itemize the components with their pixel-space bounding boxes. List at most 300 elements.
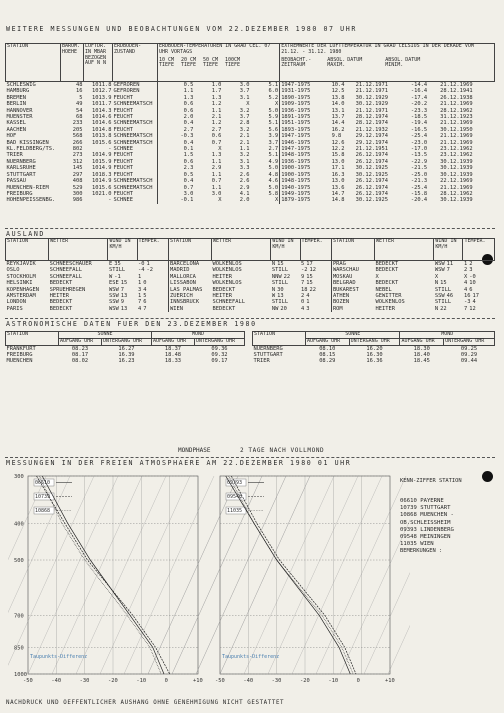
- wind-value: N: [434, 280, 439, 287]
- temp-tick-label: +10: [385, 678, 395, 684]
- cell-luftdruck: 1018.3: [92, 171, 112, 178]
- cell-t10: 0.4: [158, 140, 195, 146]
- cell-zeitraum: 1891-1975: [280, 114, 331, 120]
- cell-baro: 16: [76, 88, 83, 95]
- cell-zustand: FEUCHT: [113, 126, 133, 133]
- cell-zustand: SCHNEEMATSCH: [113, 184, 153, 191]
- table-row: [6, 197, 495, 203]
- station-list-item: 06610 PAYERNE: [400, 498, 444, 504]
- temp-value: 6: [143, 299, 147, 306]
- ext-col-min: ABSOL. MINIM.: [385, 56, 404, 69]
- temp-value: 4: [143, 286, 147, 293]
- cell-moon-rise: 18.33: [164, 358, 182, 365]
- cell-t10: -0.1: [158, 197, 195, 203]
- cell-t50: 3.2: [239, 152, 250, 159]
- cell-max: 15.8: [331, 152, 345, 159]
- ausland-col-wetter: WETTER: [49, 239, 108, 261]
- cell-min: -14.4: [410, 82, 428, 88]
- wind-value: X: [434, 273, 439, 280]
- ext-col-min-date: DATUM: [405, 56, 421, 63]
- cell-min: -23.3: [410, 107, 428, 114]
- cell-max-date: 30.12.1929: [355, 101, 389, 108]
- cell-min: -18.5: [410, 114, 428, 121]
- ausland-col-wind-2: WIND IN KM/H: [271, 239, 300, 261]
- legend-code: 10739: [35, 494, 51, 500]
- cell-zustand: FEUCHT: [113, 94, 133, 101]
- germany-stations-table: [5, 43, 495, 204]
- cell-min-date: 28.12.1941: [440, 88, 473, 95]
- cell-station: PARIS: [6, 305, 23, 312]
- cell-zeitraum: 1879-1975: [280, 197, 331, 203]
- cell-t10: 0.5: [158, 82, 195, 89]
- astro-title: ASTRONOMISCHE DATEN FUER DEN 23.DEZEMBER 1980: [6, 320, 257, 328]
- cell-moon-rise: 18.48: [164, 352, 182, 358]
- temp-value: 3: [138, 286, 142, 293]
- cell-wind: [434, 306, 463, 312]
- cell-station: SCHLESWIG: [6, 82, 36, 88]
- cell-min: -22.9: [410, 158, 428, 165]
- cell-t10: -0.3: [158, 133, 195, 139]
- cell-min-date: 21.12.1969: [440, 133, 473, 140]
- pressure-tick-label: 300: [14, 474, 24, 480]
- temp-value: 5: [301, 261, 305, 267]
- cell-max: 12.5: [331, 88, 345, 95]
- ausland-table: [5, 238, 495, 312]
- cell-min: -20.4: [410, 197, 428, 204]
- cell-t100: 5.9: [268, 114, 279, 121]
- astro-col-mond-r: MOND: [400, 332, 495, 339]
- cell-zeitraum: 1947-1975: [280, 133, 331, 139]
- temp-tick-label: -30: [79, 678, 90, 684]
- cell-luftdruck: 1014.6: [92, 120, 112, 127]
- aerological-diagrams: [8, 466, 410, 696]
- temp-value: 4: [301, 305, 305, 312]
- cell-t20: 1.3: [211, 152, 222, 159]
- station-list-item: 10868 MUENCHEN - OB.SCHLEISSHEIM: [400, 512, 454, 526]
- cell-t100: 5.6: [268, 126, 279, 133]
- cell-min-date: 21.12.1969: [440, 101, 473, 108]
- cell-max-date: 26.12.1974: [355, 184, 389, 191]
- cell-wetter: X: [375, 273, 379, 280]
- cell-station: STOCKHOLM: [6, 273, 36, 280]
- cell-t10: 0.6: [158, 101, 195, 107]
- cell-station: BREMEN: [6, 94, 26, 101]
- cell-station: BERLIN: [6, 101, 26, 108]
- cell-t20: 1.2: [211, 120, 222, 127]
- cell-baro: 802: [72, 146, 83, 153]
- wind-value: WSW: [434, 267, 445, 274]
- cell-sun-set: 16.23: [118, 358, 135, 365]
- cell-station: ATHEN: [331, 293, 374, 299]
- astro-col-station: STATION: [6, 332, 59, 346]
- cell-min: -25.0: [410, 171, 428, 178]
- cell-max: 16.2: [331, 126, 345, 133]
- table-row: [253, 345, 495, 352]
- isotherm-line: [244, 476, 334, 674]
- cell-station: AACHEN: [6, 126, 26, 133]
- cell-wetter: SCHNEESCHAUER: [49, 261, 92, 267]
- cell-luftdruck: -: [108, 146, 112, 153]
- cell-station: INNSBRUCK: [168, 299, 211, 305]
- temp-value: -2: [146, 267, 154, 274]
- cell-min-date: 22.12.1969: [440, 178, 473, 185]
- cell-t20: 1.1: [211, 171, 222, 178]
- cell-station: BUKAREST: [331, 287, 374, 293]
- ausland-col-wetter-2: WETTER: [212, 239, 271, 261]
- cell-station: HOHENPEISSENBG.: [6, 197, 56, 204]
- cell-moon-set: 09.17: [211, 358, 228, 365]
- cell-luftdruck: 1015.6: [92, 139, 112, 146]
- cell-wetter: WOLKENLOS: [212, 261, 242, 267]
- temp-value: 2: [463, 267, 468, 274]
- temp-value: 2: [469, 261, 473, 267]
- cell-t10: 1.3: [158, 95, 195, 101]
- cell-t20: 1.1: [211, 158, 222, 165]
- cell-max-date: 21.12.1971: [355, 82, 389, 88]
- cell-sun-set: 16.39: [118, 352, 135, 358]
- cell-t20: 1.1: [211, 107, 222, 114]
- cell-t100: 5.0: [268, 107, 279, 114]
- ausland-col-temper: TEMPER.: [137, 239, 168, 261]
- cell-zustand: FEUCHT: [113, 158, 133, 165]
- cell-zeitraum: 1890-1975: [280, 95, 331, 101]
- wind-value: 7: [446, 267, 450, 274]
- cell-t50: 3.2: [239, 107, 250, 114]
- cell-min: -21.3: [410, 178, 428, 185]
- cell-zustand: FEUCHT: [113, 152, 133, 159]
- cell-t50: 3.0: [239, 82, 250, 88]
- cell-min: -16.5: [410, 126, 428, 133]
- astro-col-sun-set-r: UNTERGANG UHR: [349, 338, 400, 345]
- cell-zeitraum: 1948-1975: [280, 152, 331, 158]
- ausland-col-wetter-3: WETTER: [375, 239, 434, 261]
- table-row: [6, 82, 495, 89]
- cell-zustand: SCHNEEMATSCH: [113, 139, 153, 146]
- wind-value: STILL: [271, 267, 289, 274]
- cell-station: WARSCHAU: [331, 267, 374, 273]
- cell-luftdruck: 1014.6: [92, 114, 112, 121]
- cell-moon-set: 09.29: [460, 352, 478, 358]
- isotherm-line: [172, 476, 262, 674]
- cell-baro: 145: [72, 165, 83, 172]
- cell-t20: 0.6: [211, 133, 222, 140]
- temp-value: 7: [301, 280, 305, 287]
- cell-min: -15.8: [410, 190, 428, 197]
- col-baro: BAROM. HOEHE: [61, 44, 84, 82]
- wind-value: W: [108, 273, 113, 280]
- cell-luftdruck: 1015.6: [92, 184, 112, 191]
- wind-value: WSW: [108, 286, 119, 293]
- temp-value: 3: [469, 267, 473, 274]
- cell-moon-rise: 18.45: [413, 358, 430, 365]
- cell-moon-set: 09.36: [211, 345, 228, 352]
- cell-max: 14.7: [331, 190, 345, 197]
- cell-wind: [271, 261, 300, 268]
- cell-luftdruck: 1013.8: [92, 133, 112, 140]
- temp-value: 1: [146, 261, 150, 267]
- isotherm-line: [124, 476, 214, 674]
- astro-col-sun-set: UNTERGANG UHR: [101, 338, 151, 345]
- aero-title: MESSUNGEN IN DER FREIEN ATMOSPHAERE AM 22.DEZEMBER 1980 01 UHR: [6, 459, 352, 467]
- col-station: STATION: [6, 44, 61, 82]
- cell-max-date: 30.12.1925: [355, 197, 389, 204]
- wind-value: N: [271, 286, 276, 293]
- cell-baro: 205: [72, 126, 83, 133]
- cell-baro: 233: [72, 120, 83, 127]
- cell-t100: X: [274, 197, 279, 204]
- cell-t100: 5.1: [268, 82, 279, 88]
- wind-value: ESE: [108, 280, 119, 287]
- cell-t20: 1.7: [211, 88, 222, 95]
- temp-value: -4: [138, 267, 145, 274]
- cell-zeitraum: 1947-1975: [280, 146, 331, 152]
- isotherm-line: [28, 476, 118, 674]
- legend-code: 09548: [227, 494, 243, 500]
- cell-wetter: BEDECKT: [375, 261, 399, 267]
- cell-min: -20.2: [410, 101, 428, 108]
- cell-zeitraum: 1948-1975: [280, 178, 331, 184]
- temp-value: -2: [301, 267, 308, 274]
- cell-station: BARCELONA: [168, 261, 211, 268]
- cell-zeitraum: 1936-1975: [280, 108, 331, 114]
- cell-t100: 5.0: [268, 165, 279, 172]
- cell-t50: 2.1: [239, 139, 250, 146]
- isotherm-line: [196, 476, 286, 674]
- cell-zeitraum: 1931-1975: [280, 88, 331, 94]
- cell-t20: 0.7: [211, 139, 222, 146]
- cell-wind: [108, 306, 137, 312]
- cell-station: AMSTERDAM: [6, 293, 36, 300]
- cell-zustand: SCHNEEMATSCH: [113, 120, 153, 127]
- temp-value: 1: [463, 261, 468, 267]
- cell-t10: 0.6: [158, 159, 195, 165]
- cell-wetter: BEDECKT: [375, 280, 399, 287]
- curve-label: Taupunkts-Differenz: [222, 654, 280, 660]
- cell-t100: 6.0: [268, 88, 279, 95]
- cell-max-date: 26.12.1974: [355, 190, 389, 197]
- cell-station: MUENCHEN: [6, 358, 33, 365]
- cell-wetter: BEDECKT: [49, 305, 73, 312]
- cell-min: -19.4: [410, 120, 428, 127]
- temp-value: 3: [306, 305, 310, 312]
- cell-temper: [463, 261, 495, 268]
- station-list-item: 09393 LINDENBERG: [400, 526, 454, 533]
- temp-value: 5: [143, 293, 147, 300]
- table-row: [253, 358, 495, 364]
- temp-value: 17: [306, 261, 313, 267]
- cell-luftdruck: 1011.8: [92, 82, 112, 88]
- wind-value: NNW: [271, 273, 282, 280]
- cell-min-date: 30.12.1939: [440, 197, 473, 204]
- temp-value: 7: [463, 305, 468, 312]
- wind-value: 22: [283, 273, 291, 280]
- cell-wetter: GEWITTER: [375, 293, 402, 300]
- cell-sun-rise: 08.17: [71, 352, 89, 358]
- cell-zustand: FEUCHT: [113, 114, 133, 121]
- cell-max-date: 21.12.1971: [355, 88, 389, 95]
- cell-baro: 300: [72, 190, 83, 197]
- cell-zeitraum: 1900-1975: [280, 165, 331, 171]
- cell-t50: 3.1: [239, 158, 250, 165]
- table-row: [6, 358, 245, 364]
- cell-station: KOPENHAGEN: [6, 286, 39, 293]
- astro-col-sun-rise-r: AUFGANG UHR: [306, 338, 350, 345]
- astro-col-moon-rise-r: AUFGANG UHR: [400, 338, 444, 345]
- cell-luftdruck: 1011.7: [92, 101, 112, 108]
- wind-value: NW: [271, 305, 279, 312]
- astro-col-mond: MOND: [151, 332, 244, 339]
- cell-t20: 1.2: [211, 101, 222, 108]
- soil-col-20: 20 CM TIEFE: [181, 56, 197, 69]
- cell-wetter: BEDECKT: [49, 280, 73, 287]
- col-zustand: ERDBODEN-ZUSTAND: [113, 44, 158, 82]
- cell-max-date: 29.12.1974: [355, 133, 389, 140]
- cell-station: FRANKFURT: [6, 345, 36, 352]
- cell-max: 9.8: [331, 133, 342, 140]
- cell-wetter: SCHNEEFALL: [49, 273, 83, 280]
- ext-group-label: EXTREMWERTE DER LUFTTEMPERATUR IN GRAD CELSIUS IN DER DEKADE VOM 21.12. - 31.12. 1980: [281, 43, 474, 55]
- pressure-tick-label: 1000: [14, 672, 27, 678]
- cell-t10: 0.7: [158, 185, 195, 191]
- wind-value: STILL: [271, 299, 289, 306]
- cell-baro: 297: [72, 171, 83, 178]
- cell-station: HAMBURG: [6, 88, 30, 95]
- cell-station: KARLSRUHE: [6, 165, 36, 172]
- cell-luftdruck: 1015.9: [92, 158, 112, 165]
- cell-t10: 0.1: [158, 146, 195, 152]
- cell-max-date: 30.12.1925: [355, 165, 389, 172]
- wind-value: W: [271, 293, 276, 300]
- temp-tick-label: 0: [164, 678, 168, 684]
- cell-zustand: FEUCHT: [113, 190, 133, 197]
- cell-t50: 2.9: [239, 184, 250, 191]
- temp-value: 1: [306, 299, 310, 306]
- cell-min-date: 30.12.1950: [440, 126, 473, 133]
- temp-value: 12: [469, 305, 476, 312]
- cell-moon-rise: 18.37: [164, 345, 182, 352]
- cell-max: 13.8: [331, 94, 345, 101]
- cell-wetter: HEITER: [49, 293, 70, 300]
- cell-zustand: SCHNEE: [113, 146, 133, 153]
- remarks-label: BEMERKUNGEN :: [400, 548, 443, 554]
- isotherm-line: [316, 476, 406, 674]
- cell-t100: 5.2: [268, 94, 279, 101]
- cell-t50: 3.1: [239, 94, 250, 101]
- wind-value: 13: [120, 293, 128, 300]
- cell-station: NUERNBERG: [6, 158, 36, 165]
- cell-t100: X: [274, 101, 279, 108]
- cell-station: PRAG: [331, 261, 374, 268]
- temp-value: -3: [463, 299, 471, 306]
- temp-tick-label: 0: [356, 678, 360, 684]
- cell-wetter: WOLKENLOS: [212, 267, 242, 274]
- temp-value: 9: [301, 273, 305, 280]
- footer-note: NACHDRUCK UND OEFFENTLICHER AUSHANG OHNE GENEHMIGUNG NICHT GESTATTET: [6, 700, 285, 706]
- cell-min: -25.4: [410, 133, 428, 140]
- ext-col-max: ABSOL. MAXIM.: [327, 56, 346, 69]
- cell-min-date: 23.12.1962: [440, 152, 473, 159]
- astro-table-left: [5, 331, 245, 365]
- cell-max-date: 30.12.1929: [355, 94, 389, 101]
- cell-t10: 0.5: [158, 172, 195, 178]
- cell-t10: 0.6: [158, 108, 195, 114]
- cell-max: 13.0: [331, 178, 345, 185]
- cell-zustand: FEUCHT: [113, 107, 133, 114]
- cell-min-date: 28.12.1962: [440, 190, 473, 197]
- cell-temper: [300, 261, 331, 268]
- wind-value: SSW: [108, 299, 119, 306]
- station-list-item: 10739 STUTTGART: [400, 505, 451, 512]
- cell-temper: [137, 306, 168, 312]
- cell-baro: 986: [72, 197, 83, 204]
- astro-col-moon-set: UNTERGANG UHR: [194, 338, 244, 345]
- astro-col-station-r: STATION: [253, 332, 306, 346]
- astro-col-moon-set-r: UNTERGANG UHR: [444, 338, 495, 345]
- cell-moon-set: 09.25: [460, 345, 478, 352]
- cell-zeitraum: 1949-1975: [280, 191, 331, 197]
- cell-station: STUTTGART: [6, 171, 36, 178]
- pressure-tick-label: 850: [14, 645, 24, 652]
- temp-tick-label: -10: [136, 678, 147, 684]
- wind-value: STILL: [271, 280, 289, 287]
- cell-min-date: 30.12.1939: [440, 158, 473, 165]
- cell-min: -23.0: [410, 139, 428, 146]
- cell-luftdruck: 1014.3: [92, 107, 112, 114]
- cell-sun-set: 16.27: [118, 345, 135, 352]
- wind-value: 11: [446, 261, 454, 267]
- cell-station: TRIER: [6, 152, 23, 159]
- table-row: [6, 306, 495, 312]
- cell-baro: 408: [72, 178, 83, 185]
- cell-zeitraum: 1940-1975: [280, 185, 331, 191]
- temp-value: 15: [306, 273, 313, 280]
- temp-value: 4: [138, 305, 142, 312]
- cell-t50: 2.0: [239, 197, 250, 204]
- legend-code: 10868: [35, 508, 51, 514]
- cell-t100: 5.0: [268, 184, 279, 191]
- cell-max-date: 28.12.1974: [355, 114, 389, 121]
- soil-col-50: 50 CM TIEFE: [203, 56, 219, 69]
- temp-tick-label: -40: [51, 678, 62, 684]
- cell-max: 14.4: [331, 120, 345, 127]
- cell-wetter: WOLKENLOS: [212, 280, 242, 287]
- cell-max-date: 28.12.1974: [355, 120, 389, 127]
- cell-zeitraum: 1909-1975: [280, 101, 331, 107]
- curve-label: Taupunkts-Differenz: [30, 654, 88, 660]
- cell-max: 10.4: [331, 82, 345, 88]
- cell-sun-rise: 08.15: [319, 352, 336, 358]
- cell-min-date: 21.12.1969: [440, 120, 473, 127]
- cell-t50: X: [246, 101, 250, 108]
- cell-max-date: 26.12.1974: [355, 178, 389, 185]
- cell-t20: X: [218, 197, 222, 204]
- legend-code: 11035: [227, 508, 243, 514]
- temp-value: 2: [301, 293, 305, 300]
- cell-zeitraum: 1946-1975: [280, 140, 331, 146]
- col-extremes: [280, 44, 495, 82]
- cell-t100: 2.7: [268, 146, 279, 153]
- cell-t50: 2.8: [239, 120, 250, 127]
- cell-t100: 5.1: [268, 152, 279, 159]
- cell-min-date: 30.12.1939: [440, 165, 473, 172]
- ausland-col-station: STATION: [6, 239, 49, 261]
- cell-baro: 266: [72, 139, 83, 146]
- cell-station: MUENCHEN-RIEM: [6, 184, 49, 191]
- cell-min: -17.0: [410, 146, 428, 153]
- cell-t50: 2.6: [239, 171, 250, 178]
- cell-t100: 3.9: [268, 133, 279, 140]
- cell-t100: 3.7: [268, 139, 279, 146]
